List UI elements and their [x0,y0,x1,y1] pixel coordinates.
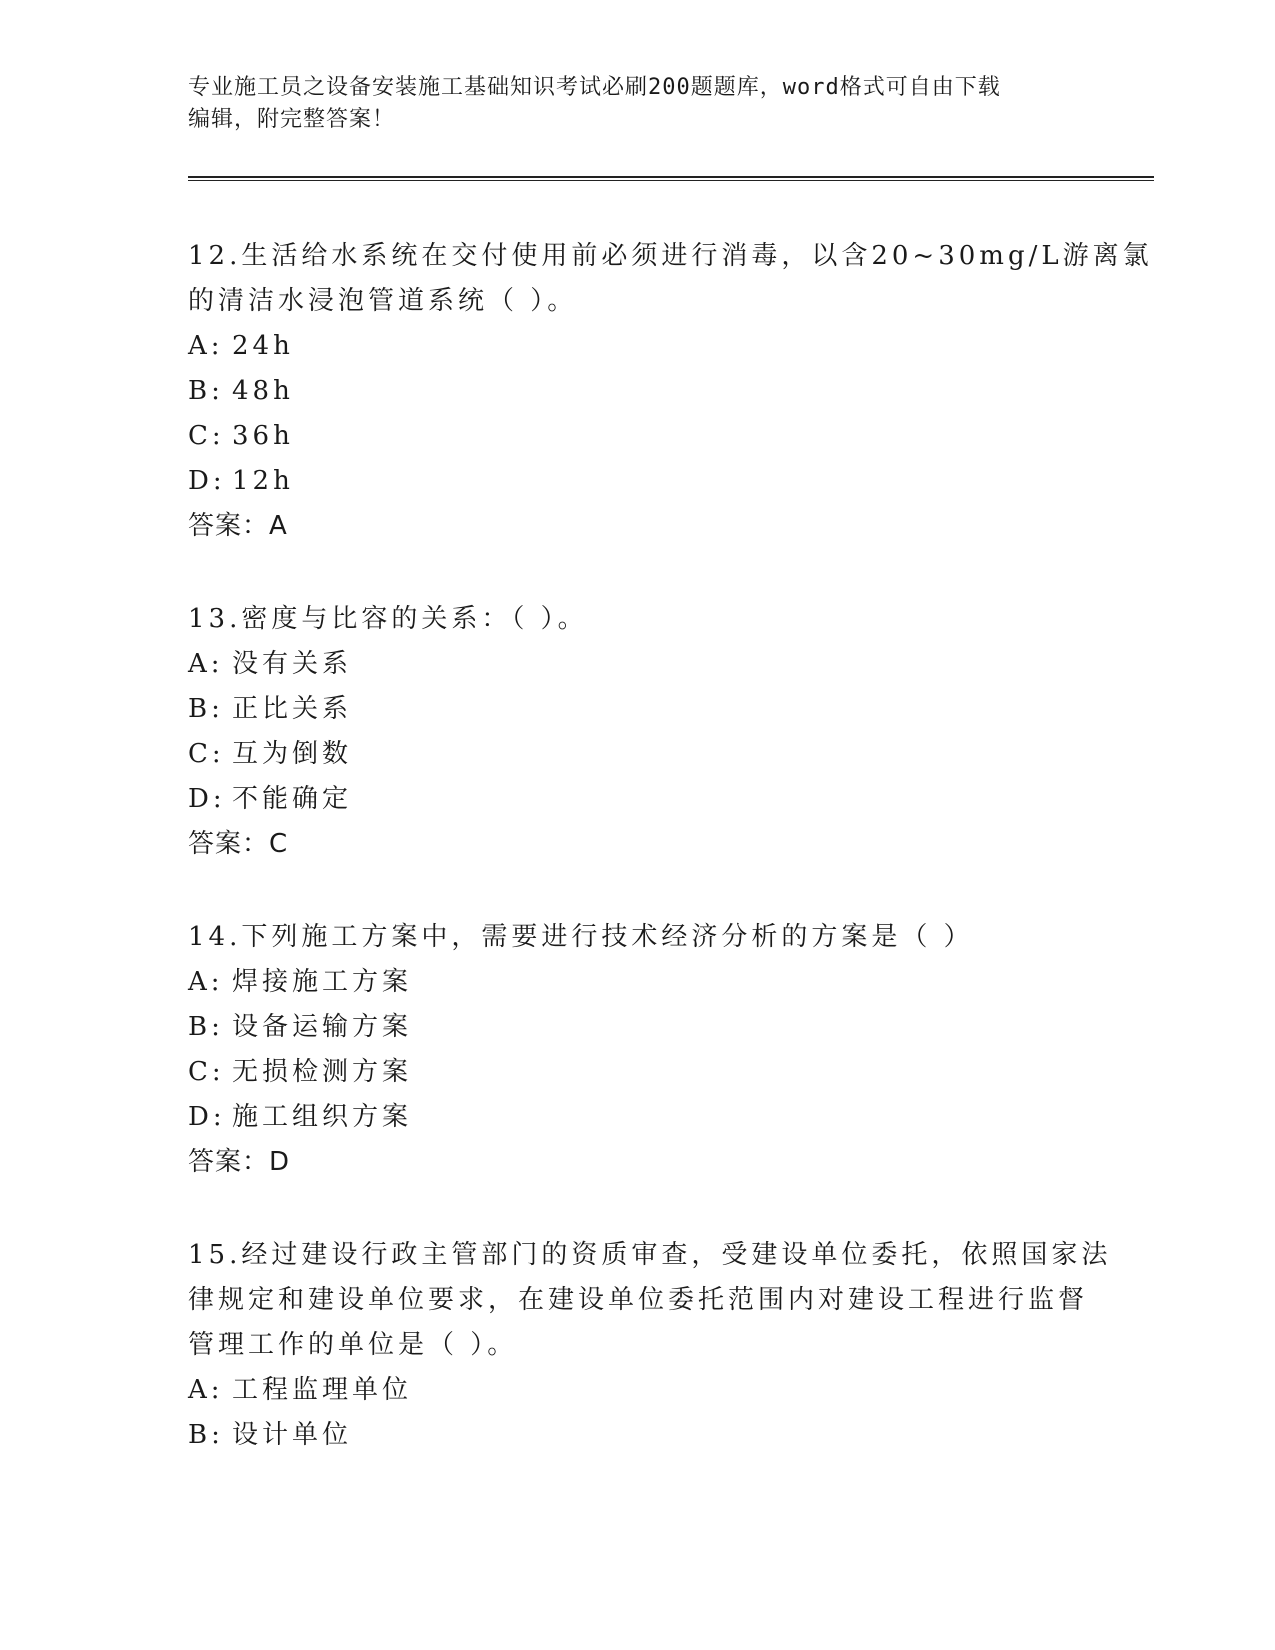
option-text: 设备运输方案 [232,1012,413,1042]
option-letter: C: [188,739,225,769]
question-15 [188,1233,1112,1458]
option-letter: A: [188,967,224,997]
question-text-line: 13.密度与比容的关系：（ ）。 [188,604,588,634]
question-text-line: 律规定和建设单位要求，在建设单位委托范围内对建设工程进行监督 [188,1285,1089,1315]
question-text [188,234,1153,324]
option-letter: B: [188,1420,224,1450]
option-b [188,369,1088,414]
header-title-line-1: 专业施工员之设备安装施工基础知识考试必刷200题题库，word格式可自由下载 [188,75,1001,100]
question-14 [188,915,1088,1185]
question-text [188,915,1088,960]
option-letter: C: [188,1057,225,1087]
option-text: 正比关系 [232,694,353,724]
option-letter: A: [188,649,224,679]
option-letter: D: [188,466,226,496]
option-text: 不能确定 [232,784,353,814]
question-text [188,597,1088,642]
option-text: 焊接施工方案 [232,967,413,997]
option-a [188,960,1088,1005]
answer-line: 答案：C [188,829,289,859]
answer-line: 答案：A [188,511,288,541]
question-text [188,1233,1112,1368]
option-a [188,324,1088,369]
question-text-line: 12.生活给水系统在交付使用前必须进行消毒，以含20~30mg/L游离氯 [188,241,1153,271]
option-text: 48h [232,376,294,406]
option-a [188,642,1088,687]
question-13 [188,597,1088,867]
option-text: 36h [232,421,294,451]
option-c [188,414,1088,459]
question-list [188,234,1153,1506]
option-letter: B: [188,1012,224,1042]
header-title-line-2: 编辑，附完整答案！ [188,107,396,132]
header-divider [188,176,1154,181]
question-text-line: 管理工作的单位是（ ）。 [188,1330,518,1360]
question-text-line: 的清洁水浸泡管道系统（ ）。 [188,286,578,316]
option-text: 施工组织方案 [232,1102,413,1132]
option-d [188,459,1088,504]
option-letter: C: [188,421,225,451]
option-c [188,1050,1088,1095]
option-text: 12h [232,466,294,496]
option-d [188,1095,1088,1140]
option-letter: A: [188,331,224,361]
option-letter: B: [188,376,224,406]
option-letter: B: [188,694,224,724]
option-c [188,732,1088,777]
option-a [188,1368,1088,1413]
question-12 [188,234,1153,549]
option-letter: D: [188,1102,226,1132]
option-text: 没有关系 [232,649,353,679]
option-text: 互为倒数 [232,739,353,769]
option-text: 24h [232,331,294,361]
option-b [188,687,1088,732]
option-letter: A: [188,1375,224,1405]
option-text: 工程监理单位 [232,1375,413,1405]
answer-line: 答案：D [188,1147,291,1177]
option-d [188,777,1088,822]
option-text: 无损检测方案 [232,1057,413,1087]
question-text-line: 14.下列施工方案中，需要进行技术经济分析的方案是（ ） [188,922,974,952]
question-text-line: 15.经过建设行政主管部门的资质审查，受建设单位委托，依照国家法 [188,1240,1112,1270]
option-letter: D: [188,784,226,814]
option-b [188,1413,1088,1458]
option-text: 设计单位 [232,1420,353,1450]
document-header [188,72,1088,136]
option-b [188,1005,1088,1050]
